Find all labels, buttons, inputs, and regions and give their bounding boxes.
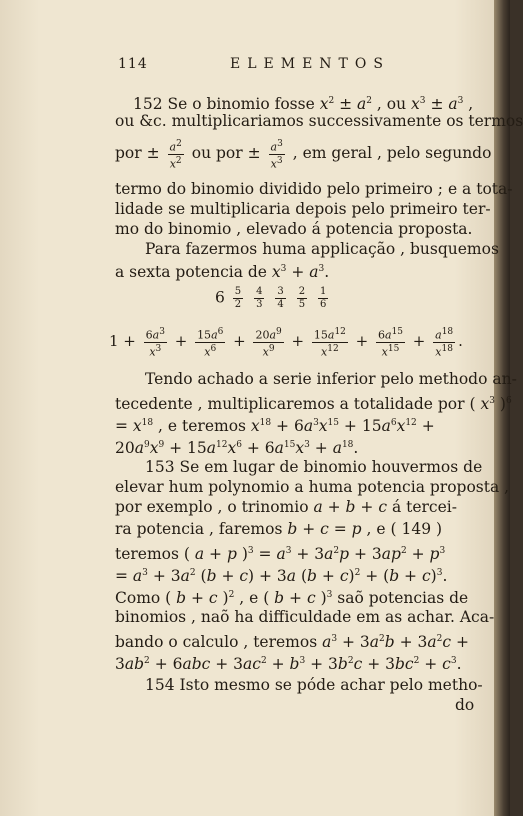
text-line: binomios , naõ ha difficuldade em as achar. Aca- [115,608,495,626]
exponent-sequence: 6 $\frac{5}{2}$ $\frac{4}{3}$ $\frac{3}{4}$ $\frac{2}{5}$ $\frac{1}{6}$ [215,286,327,310]
page-number: 114 [118,56,148,72]
text-line: Como ( b + c )$^2$ , e ( b + c )$^3$ saõ potencias de [115,589,469,608]
text-line: 152 Se o binomio fosse $x^2 \pm a^2$ , ou $x^3 \pm a^3$ , [133,95,474,114]
fraction: $\frac{a^3}{x^3}$ [270,139,283,171]
text-line: mo do binomio , elevado á potencia proposta. [115,220,473,238]
text-line: lidade se multiplicaria depois pelo primeiro ter- [115,200,491,218]
text-line: = $x^{18}$ , e teremos $x^{18} + 6a^3x^{15} + 15a^6x^{12}$ + [115,417,435,436]
text-line: $3ab^2 + 6abc + 3ac^2 + b^3 + 3b^2c + 3bc^2 + c^3$. [115,655,462,674]
text-line: termo do binomio dividido pelo primeiro ; e a tota- [115,180,513,198]
text-line: $20a^9x^9 + 15a^{12}x^6 + 6a^{15}x^3 + a^{18}$. [115,439,359,458]
text-line: ou &c. multiplicariamos successivamente os termos [115,112,523,130]
text-line: = $a^3 + 3a^2$ (b + c) + 3a $(b + c)^2 + (b + c)^3$. [115,567,448,586]
text-line: Para fazermos huma applicação , busquemos [145,240,499,258]
text-line: 154 Isto mesmo se póde achar pelo metho- [145,676,483,694]
text-line: tecedente , multiplicaremos a totalidade por ( $x^3$ )$^6$ [115,395,512,414]
fraction: $\frac{a^2}{x^2}$ [169,139,182,171]
text-line: 153 Se em lugar de binomio houvermos de [145,458,483,476]
text-line: bando o calculo , teremos $a^3 + 3a^2b + 3a^2c$ + [115,633,469,652]
text-line: teremos ( a + p )$^3 = a^3 + 3a^2p + 3ap^2 + p^3$ [115,545,446,564]
text-line: do [455,696,475,714]
series-line: 1 + $\frac{6a^3}{x^3}$ + $\frac{15a^6}{x^6}$ + $\frac{20a^9}{x^9}$ + $\frac{15a^{12}}{x^{12}}$ + $\frac{6a^{15}}{x^{15}}$ + $\frac{a^{18}}{x^{18}}$ . [109,327,463,359]
text-line: ra potencia , faremos b + c = p , e ( 149 ) [115,520,443,538]
text-line: por ± $\frac{a^2}{x^2}$ ou por ± $\frac{a^3}{x^3}$ , em geral , pelo segundo [115,139,492,171]
text-line: elevar hum polynomio a huma potencia proposta , [115,478,510,496]
text-line: Tendo achado a serie inferior pelo methodo an- [145,370,517,388]
running-title: ELEMENTOS [230,56,390,72]
text-line: a sexta potencia de $x^3 + a^3$. [115,263,330,282]
text-line: por exemplo , o trinomio a + b + c á tercei- [115,498,457,516]
